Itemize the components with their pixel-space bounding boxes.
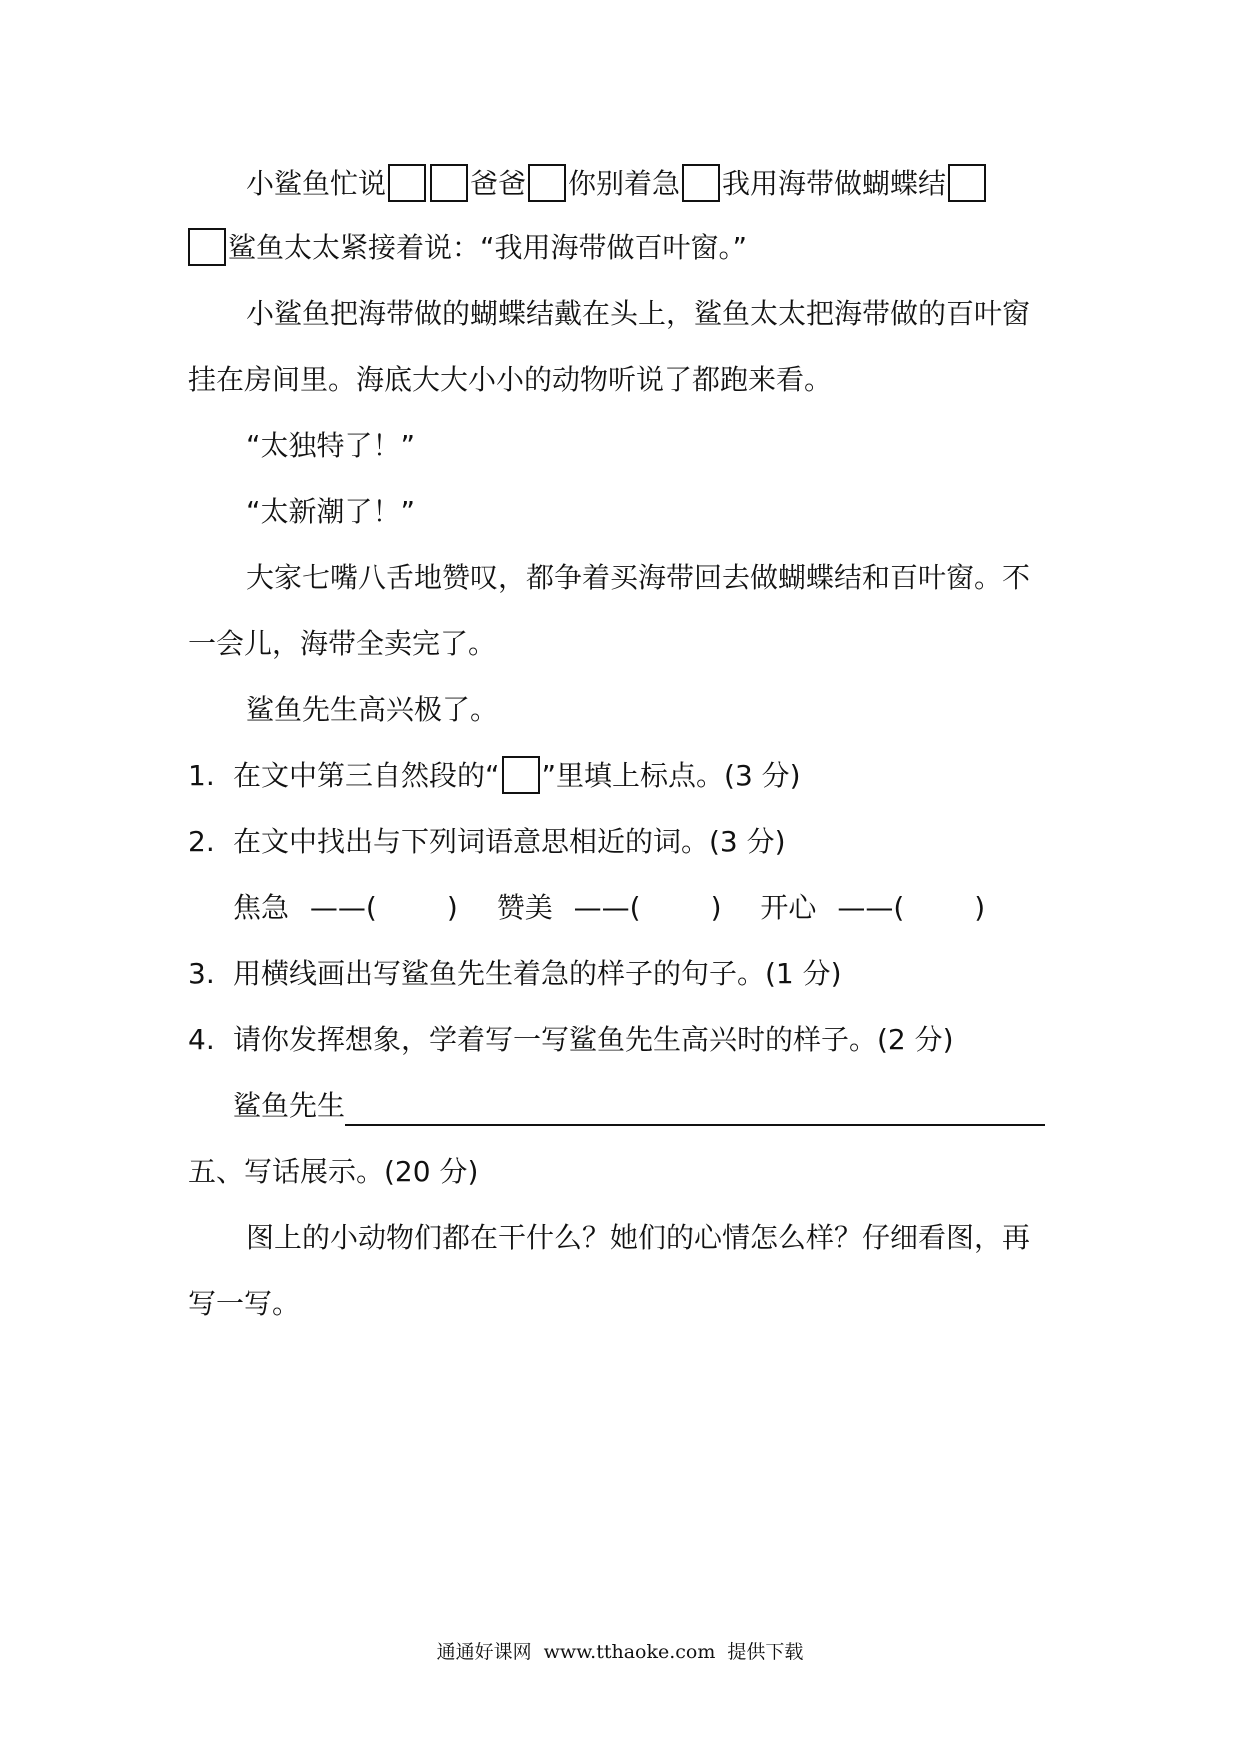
question-number: 2. xyxy=(188,825,215,858)
word-label: 焦急 xyxy=(233,891,290,924)
word-dash: ——( xyxy=(573,891,641,924)
story-text: 鲨鱼太太紧接着说：“我用海带做百叶窗。” xyxy=(228,231,748,264)
word-close: ) xyxy=(446,891,458,924)
question-number: 4. xyxy=(188,1023,215,1056)
story-text: 你别着急 xyxy=(568,167,681,200)
story-quote: “太新潮了！” xyxy=(246,495,416,528)
word-close: ) xyxy=(710,891,722,924)
punctuation-box[interactable] xyxy=(502,756,540,794)
story-quote: “太独特了！” xyxy=(246,429,416,462)
story-line: 鲨鱼先生高兴极了。 xyxy=(246,693,499,726)
punctuation-box[interactable] xyxy=(528,164,566,202)
punctuation-box[interactable] xyxy=(682,164,720,202)
story-line xyxy=(246,164,988,204)
section-text: 写一写。 xyxy=(188,1287,301,1320)
answer-prompt-label: 鲨鱼先生 xyxy=(233,1089,346,1122)
story-text: 爸爸 xyxy=(470,167,527,200)
section-text: 图上的小动物们都在干什么？她们的心情怎么样？仔细看图，再 xyxy=(246,1221,1031,1254)
question-text: 请你发挥想象，学着写一写鲨鱼先生高兴时的样子。(2 分) xyxy=(233,1023,954,1056)
story-line: 一会儿，海带全卖完了。 xyxy=(188,627,497,660)
question-4 xyxy=(188,1020,954,1060)
footer-url[interactable]: www.tthaoke.com xyxy=(543,1641,716,1663)
footer-action: 提供下载 xyxy=(727,1641,804,1663)
footer-site: 通通好课网 xyxy=(436,1641,532,1663)
story-line: 挂在房间里。海底大大小小的动物听说了都跑来看。 xyxy=(188,363,833,396)
punctuation-box[interactable] xyxy=(188,228,226,266)
punctuation-box[interactable] xyxy=(430,164,468,202)
question-text: 用横线画出写鲨鱼先生着急的样子的句子。(1 分) xyxy=(233,957,842,990)
word-label: 开心 xyxy=(760,891,817,924)
question-3 xyxy=(188,954,842,994)
question-2 xyxy=(188,822,786,862)
question-text: 在文中找出与下列词语意思相近的词。(3 分) xyxy=(233,825,786,858)
word-label: 赞美 xyxy=(496,891,553,924)
question-text: ”里填上标点。(3 分) xyxy=(541,759,801,792)
punctuation-box[interactable] xyxy=(388,164,426,202)
word-close: ) xyxy=(974,891,986,924)
story-text: 小鲨鱼忙说 xyxy=(246,167,387,200)
word-dash: ——( xyxy=(837,891,905,924)
punctuation-box[interactable] xyxy=(948,164,986,202)
question-number: 1. xyxy=(188,759,215,792)
word-pairs xyxy=(233,888,985,928)
story-line: 大家七嘴八舌地赞叹，都争着买海带回去做蝴蝶结和百叶窗。不 xyxy=(246,561,1031,594)
answer-line[interactable] xyxy=(345,1094,1045,1126)
story-line xyxy=(188,228,747,268)
question-text: 在文中第三自然段的“ xyxy=(233,759,500,792)
story-text: 我用海带做蝴蝶结 xyxy=(722,167,947,200)
question-1 xyxy=(188,756,801,796)
answer-prompt xyxy=(233,1086,1045,1126)
story-line: 小鲨鱼把海带做的蝴蝶结戴在头上，鲨鱼太太把海带做的百叶窗 xyxy=(246,297,1031,330)
page-footer xyxy=(0,1640,1240,1664)
word-dash: ——( xyxy=(309,891,377,924)
question-number: 3. xyxy=(188,957,215,990)
section-title: 五、写话展示。(20 分) xyxy=(188,1155,479,1188)
